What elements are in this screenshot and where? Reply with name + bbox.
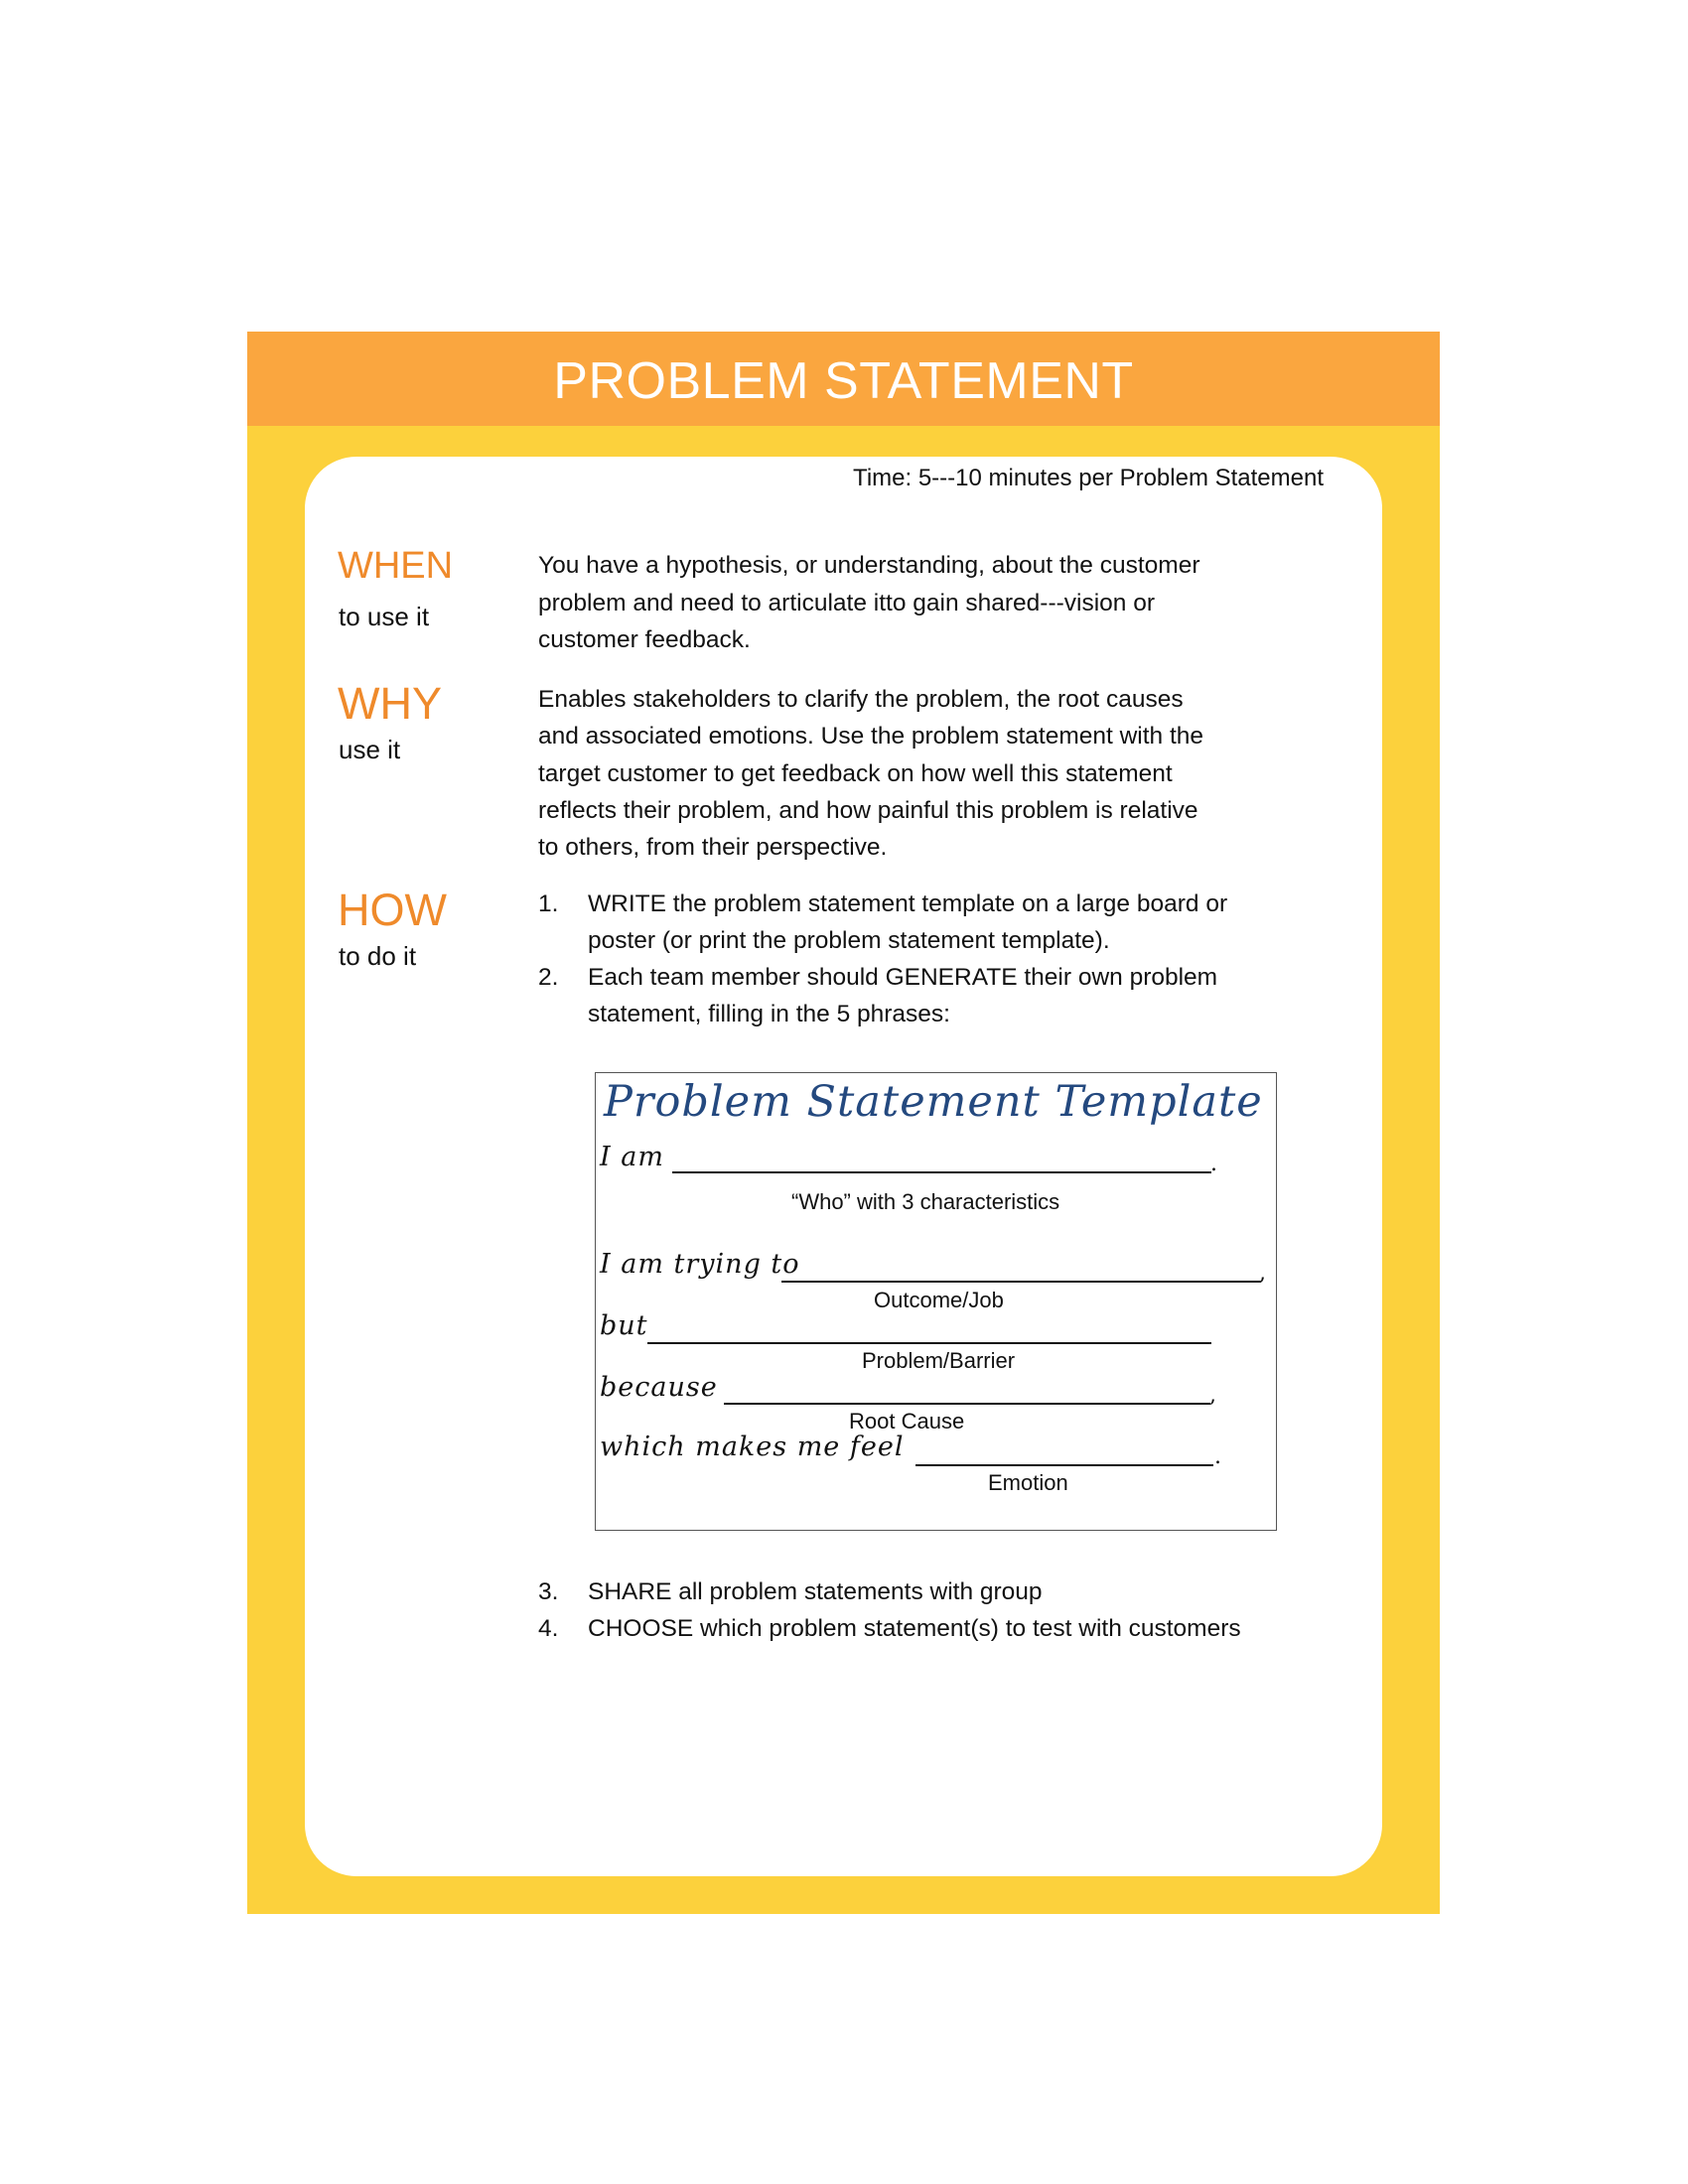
template-prefix: but [600,1310,648,1341]
when-heading: WHEN [338,545,454,587]
step-text-line: WRITE the problem statement template on a large board or [588,890,1228,917]
step-text-line: SHARE all problem statements with group [588,1578,1043,1605]
why-text-line: to others, from their perspective. [538,834,888,861]
when-text-line: problem and need to articulate itto gain shared---vision or [538,590,1156,616]
template-prefix: which makes me feel [600,1432,905,1462]
template-punct: . [1214,1444,1221,1469]
template-caption: Emotion [988,1470,1068,1495]
template-punct: , [1209,1383,1216,1408]
why-text-line: and associated emotions. Use the problem statement with the [538,723,1204,750]
why-text-line: Enables stakeholders to clarify the problem, the root causes [538,686,1184,713]
why-heading: WHY [338,678,442,729]
template-blank-who [672,1171,1211,1173]
step-text-line: statement, filling in the 5 phrases: [588,1001,950,1027]
step-number: 2. [538,964,559,991]
why-text-line: target customer to get feedback on how well this statement [538,760,1173,787]
when-subheading: to use it [339,602,430,631]
step-number: 1. [538,890,559,917]
template-blank-emotion [915,1464,1213,1466]
when-text-line: You have a hypothesis, or understanding, about the customer [538,552,1200,579]
template-prefix: I am trying to [600,1249,800,1280]
step-text-line: Each team member should GENERATE their own problem [588,964,1218,991]
why-text-line: reflects their problem, and how painful this problem is relative [538,797,1198,824]
template-caption: “Who” with 3 characteristics [791,1189,1060,1214]
step-text-line: poster (or print the problem statement template). [588,927,1110,954]
page-title: PROBLEM STATEMENT [553,352,1134,410]
template-caption: Problem/Barrier [862,1348,1016,1373]
template-caption: Root Cause [849,1409,965,1433]
template-punct: . [1210,1152,1217,1176]
header-banner [247,332,1440,426]
template-caption: Outcome/Job [874,1288,1004,1312]
why-subheading: use it [339,735,401,764]
time-estimate: Time: 5---10 minutes per Problem Statement [853,465,1324,491]
step-text-line: CHOOSE which problem statement(s) to test with customers [588,1615,1241,1642]
template-prefix: because [600,1372,718,1403]
when-text-line: customer feedback. [538,626,751,653]
template-title: Problem Statement Template [604,1077,1263,1127]
how-heading: HOW [338,885,447,935]
template-blank-barrier [647,1342,1211,1344]
how-subheading: to do it [339,941,417,971]
step-number: 3. [538,1578,559,1605]
template-blank-root-cause [724,1403,1210,1405]
template-blank-outcome [781,1281,1261,1283]
step-number: 4. [538,1615,559,1642]
template-prefix: I am [600,1142,664,1172]
template-punct: , [1259,1261,1266,1286]
